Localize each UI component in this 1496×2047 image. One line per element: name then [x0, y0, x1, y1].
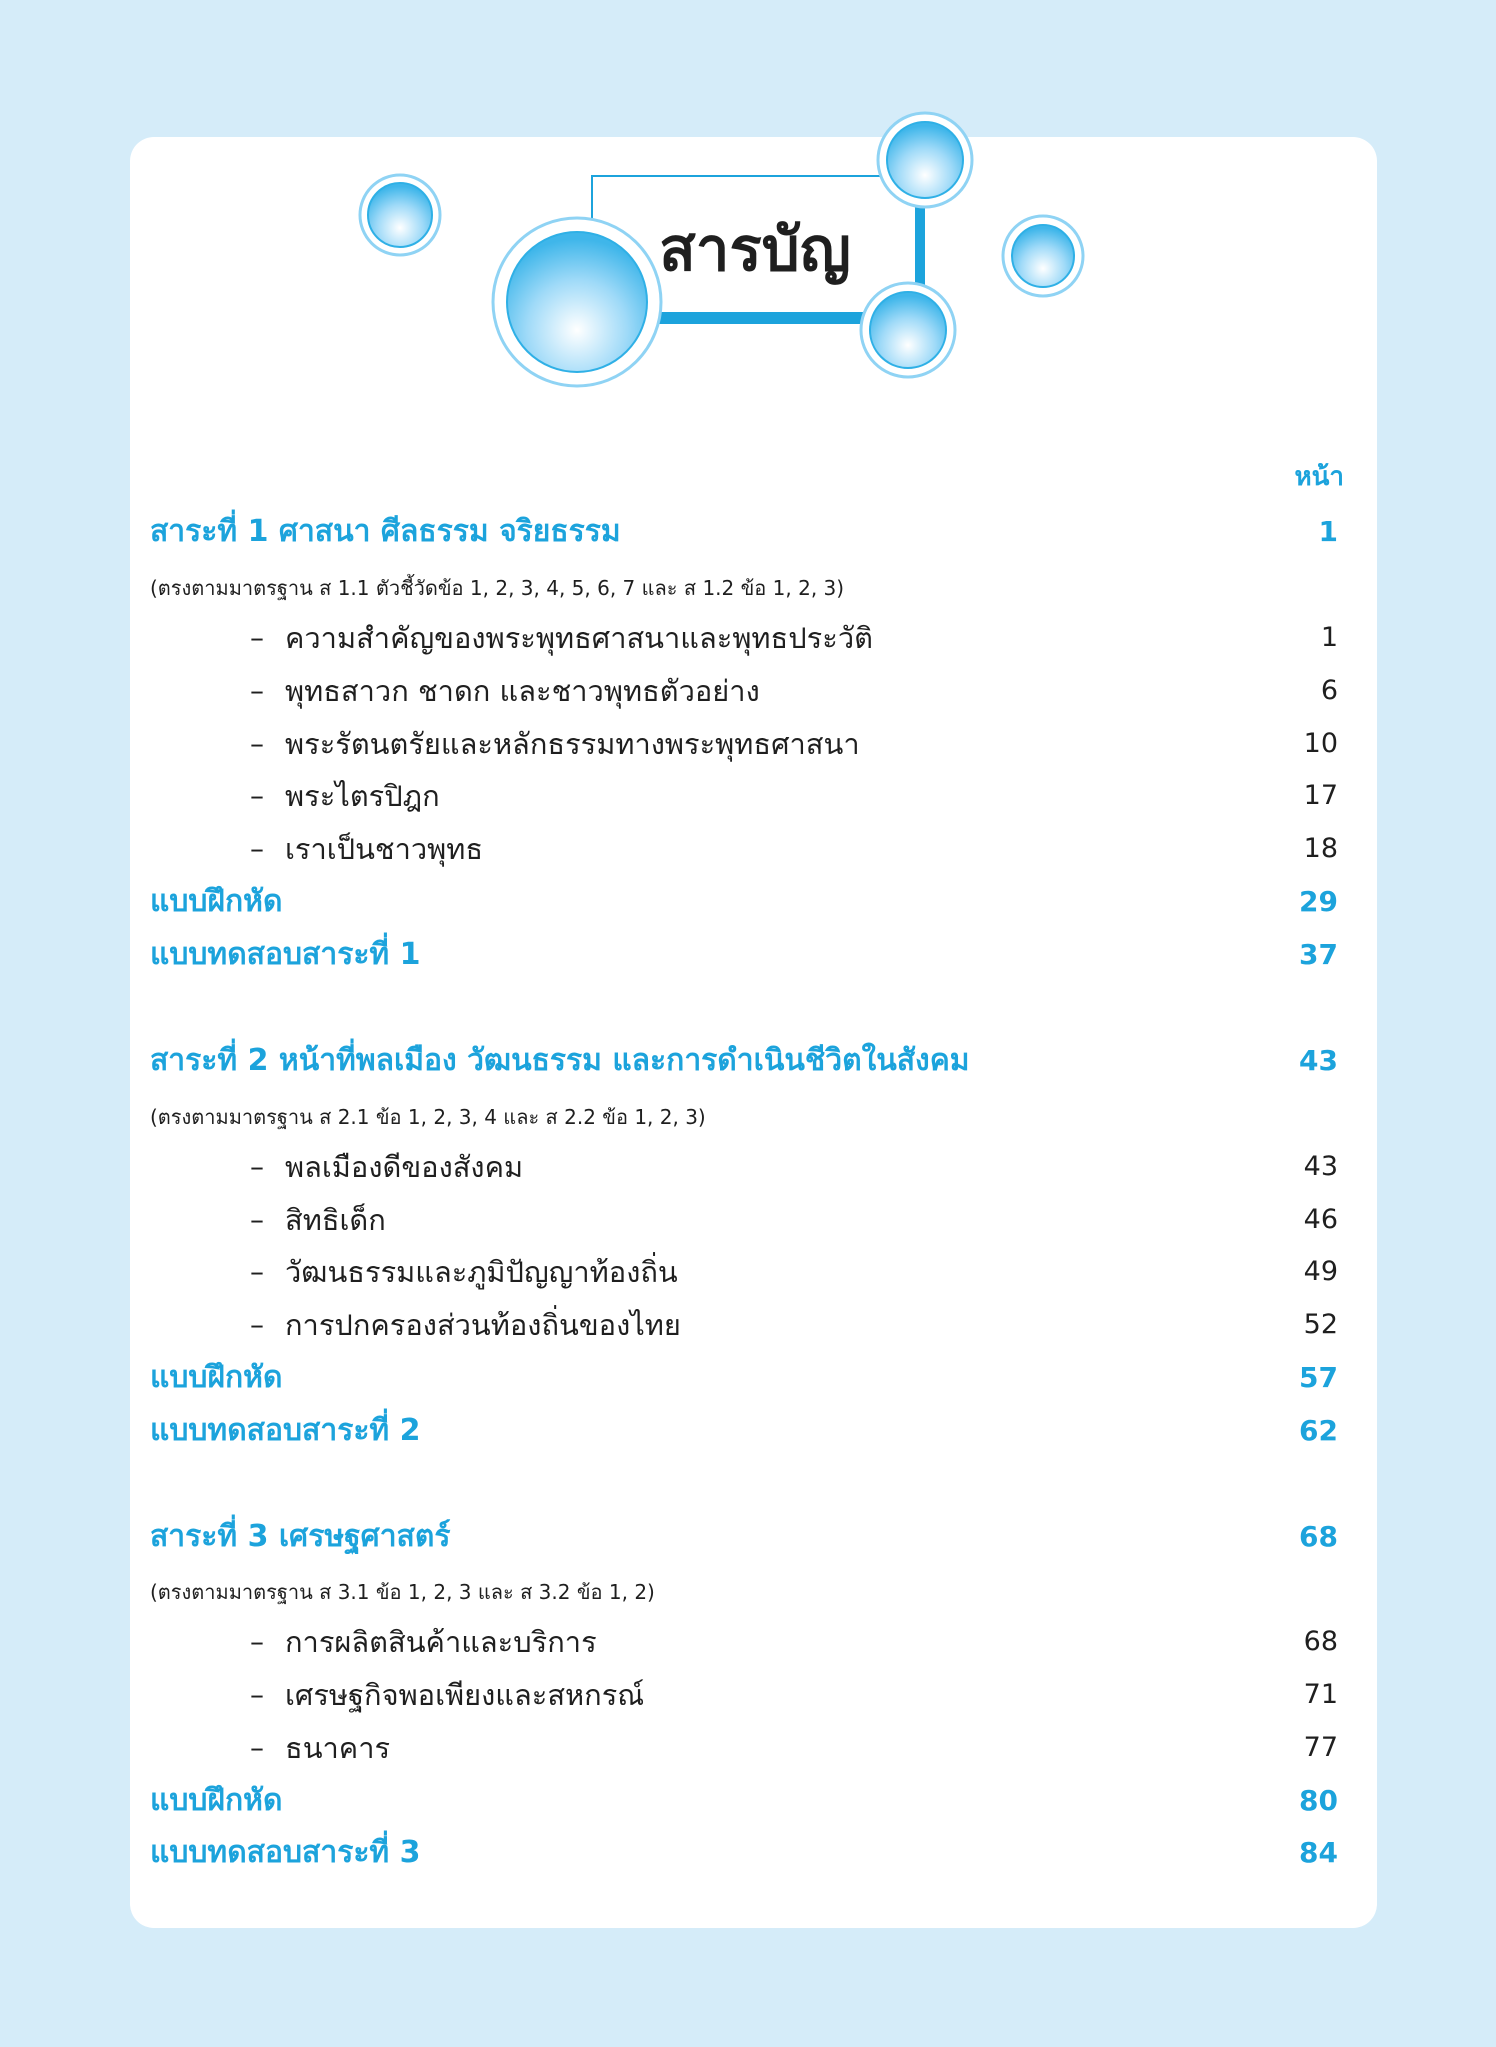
item-label: พระรัตนตรัยและหลักธรรมทางพระพุทธศาสนา	[285, 727, 860, 761]
page-number: 6	[1320, 675, 1338, 706]
toc-item[interactable]	[0, 1299, 1496, 1351]
test-entry[interactable]	[0, 1827, 1496, 1879]
test-label: แบบทดสอบสาระที่ 1	[150, 937, 421, 972]
item-label: เราเป็นชาวพุทธ	[285, 832, 484, 866]
page-number: 18	[1303, 833, 1338, 864]
page-number: 46	[1303, 1204, 1338, 1235]
section-title: สาระที่ 2 หน้าที่พลเมือง วัฒนธรรม และการดำเนินชีวิตในสังคม	[150, 1043, 970, 1078]
toc-item[interactable]	[0, 770, 1496, 822]
toc-item[interactable]	[0, 1246, 1496, 1298]
page-number: 84	[1299, 1836, 1338, 1869]
section-heading[interactable]	[0, 1035, 1496, 1087]
standard-note	[0, 1091, 1496, 1143]
page-number: 68	[1303, 1626, 1338, 1657]
toc-item[interactable]	[0, 665, 1496, 717]
page-number: 77	[1303, 1732, 1338, 1763]
item-label: เศรษฐกิจพอเพียงและสหกรณ์	[285, 1678, 645, 1712]
page-number: 43	[1299, 1044, 1338, 1077]
dash-bullet: –	[250, 832, 264, 865]
toc-item[interactable]	[0, 1194, 1496, 1246]
dash-bullet: –	[250, 779, 264, 812]
toc-item[interactable]	[0, 1669, 1496, 1721]
page-number: 17	[1303, 780, 1338, 811]
exercise-label: แบบฝึกหัด	[150, 1360, 283, 1395]
dash-bullet: –	[250, 674, 264, 707]
item-label: พลเมืองดีของสังคม	[285, 1150, 524, 1184]
page-number: 1	[1320, 622, 1338, 653]
section-title: สาระที่ 3 เศรษฐศาสตร์	[150, 1519, 451, 1554]
dash-bullet: –	[250, 727, 264, 760]
toc-item[interactable]	[0, 718, 1496, 770]
dash-bullet: –	[250, 1625, 264, 1658]
toc-item[interactable]	[0, 612, 1496, 664]
dash-bullet: –	[250, 1255, 264, 1288]
exercise-label: แบบฝึกหัด	[150, 1783, 283, 1818]
item-label: พุทธสาวก ชาดก และชาวพุทธตัวอย่าง	[285, 674, 760, 708]
exercise-entry[interactable]	[0, 1352, 1496, 1404]
exercise-entry[interactable]	[0, 876, 1496, 928]
toc-item[interactable]	[0, 1141, 1496, 1193]
dash-bullet: –	[250, 1731, 264, 1764]
standard-note	[0, 562, 1496, 614]
toc-item[interactable]	[0, 1722, 1496, 1774]
page-number: 80	[1299, 1784, 1338, 1817]
page-number: 52	[1303, 1309, 1338, 1340]
item-label: วัฒนธรรมและภูมิปัญญาท้องถิ่น	[285, 1255, 678, 1289]
page-number: 1	[1318, 515, 1338, 548]
dash-bullet: –	[250, 1150, 264, 1183]
toc-item[interactable]	[0, 823, 1496, 875]
item-label: การปกครองส่วนท้องถิ่นของไทย	[285, 1308, 681, 1342]
item-label: สิทธิเด็ก	[285, 1203, 386, 1237]
standard-text: (ตรงตามมาตรฐาน ส 3.1 ข้อ 1, 2, 3 และ ส 3.2 ข้อ 1, 2)	[150, 1580, 655, 1604]
bubble-icon	[360, 175, 440, 255]
page-number: 43	[1303, 1151, 1338, 1182]
page-number: 37	[1299, 938, 1338, 971]
section-title: สาระที่ 1 ศาสนา ศีลธรรม จริยธรรม	[150, 514, 621, 549]
exercise-label: แบบฝึกหัด	[150, 884, 283, 919]
page-number: 29	[1299, 885, 1338, 918]
test-entry[interactable]	[0, 1405, 1496, 1457]
test-label: แบบทดสอบสาระที่ 2	[150, 1413, 421, 1448]
dash-bullet: –	[250, 621, 264, 654]
dash-bullet: –	[250, 1308, 264, 1341]
page-number: 68	[1299, 1520, 1338, 1553]
page-column-label: หน้า	[1294, 462, 1344, 492]
page-number: 62	[1299, 1414, 1338, 1447]
page-number: 10	[1303, 728, 1338, 759]
dash-bullet: –	[250, 1203, 264, 1236]
standard-note	[0, 1566, 1496, 1618]
section-heading[interactable]	[0, 1511, 1496, 1563]
page-number: 71	[1303, 1679, 1338, 1710]
item-label: พระไตรปิฎก	[285, 779, 440, 813]
exercise-entry[interactable]	[0, 1775, 1496, 1827]
page-number: 49	[1303, 1256, 1338, 1287]
bubble-icon	[878, 113, 972, 207]
toc-item[interactable]	[0, 1616, 1496, 1668]
standard-text: (ตรงตามมาตรฐาน ส 1.1 ตัวชี้วัดข้อ 1, 2, 3, 4, 5, 6, 7 และ ส 1.2 ข้อ 1, 2, 3)	[150, 576, 845, 600]
bubble-icon	[861, 283, 955, 377]
item-label: การผลิตสินค้าและบริการ	[285, 1625, 597, 1659]
dash-bullet: –	[250, 1678, 264, 1711]
bubble-icon	[1003, 216, 1083, 296]
item-label: ความสำคัญของพระพุทธศาสนาและพุทธประวัติ	[285, 621, 873, 655]
item-label: ธนาคาร	[285, 1731, 391, 1765]
page-number: 57	[1299, 1361, 1338, 1394]
test-label: แบบทดสอบสาระที่ 3	[150, 1835, 421, 1870]
page-title: สารบัญ	[659, 215, 851, 285]
section-heading[interactable]	[0, 506, 1496, 558]
test-entry[interactable]	[0, 929, 1496, 981]
standard-text: (ตรงตามมาตรฐาน ส 2.1 ข้อ 1, 2, 3, 4 และ ส 2.2 ข้อ 1, 2, 3)	[150, 1105, 706, 1129]
